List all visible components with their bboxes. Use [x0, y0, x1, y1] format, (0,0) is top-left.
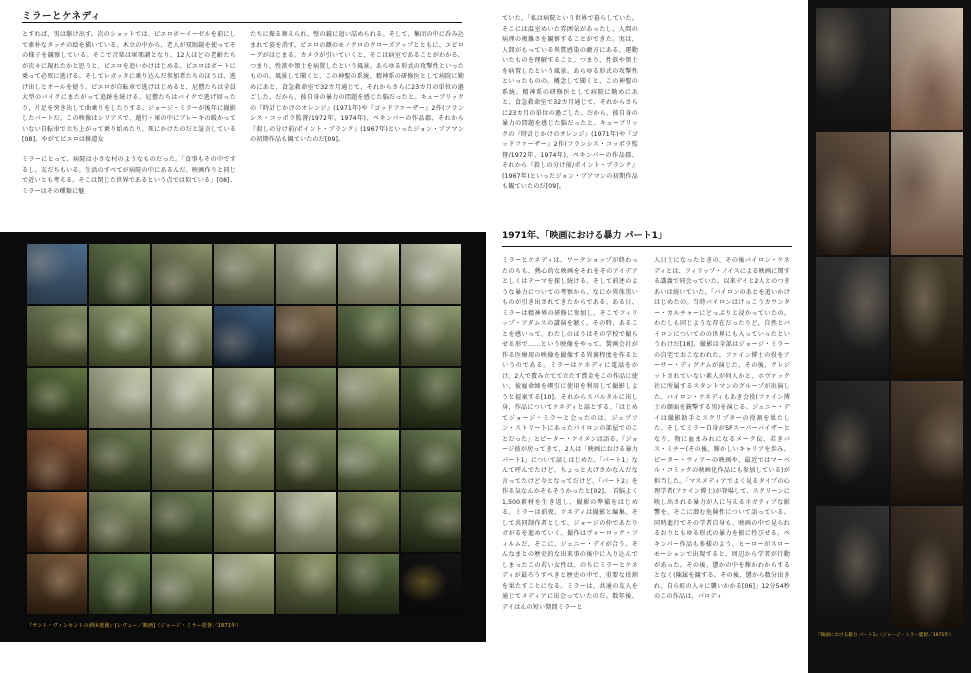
right-column-bottom-1: ミラーとケネディは、ワークショップが終わったのちも、熱心的な映画をそれをそのアイデアとしくはテーマを探し続ける。そして前述のような暴力についての考察から、なにか異体黒いものが引き出されてきたからである。ある日、ミラーは精神界の研修に参加し、そこでフィリップ・アダムスの講演を聴く。その時、あることを感いって、わたしのほうはその学校で撮らせる形で……という映像をやって。製画会社が作る医療用の映像を撮像する異裏程度を作るというのである。ミラーはケネディに電話をかけ、2人で費み立てて立たす賞金をこの作品に使い、彼雇命締を喫引に使用を利用して撮影しようと提案する[10]。それからスパルタルに出し身、作品についてケネディと話とする。「はじめてジョージ・ミラーと会ったのは、ジェブソン・ストリートにあったパイロンの部屋でのことだった」とピーター・ケイメンは語る。『ジョージ彼が戻ってきて、2人は「映画における暴力 パート1」について話しはじめた。「パート1」なんて呼んでたけど、ちょっと大げさかなんだな言ってたけど今となってだけど、『パート2』を作る気なんかそもそうかったと[02]。 首脳よく1,500素材を生き返し、撮影の準備をはじめる。ミラーは前夜、ケネディは撮影と編集、そして共同制作者として、ジョージの仲であたりガがるを進めていく。撮作はヴォーロック・フィルムだ。そこに、ジェニー・デイが合う。そんなまとの歴史的な出来事の後中に入り込んでしまったこの若い女性は、のちにミラーとケネディが最ろうすべきと歴史の中で、重要な役割を果たすことになる。ミラーは、共通の友人を通じてメディアに出会っていたのだ。数年後、デイはんの短い期間ミラーと [502, 257, 639, 611]
thumb-28 [401, 430, 461, 490]
thumb-39 [214, 554, 274, 614]
thumb-32 [214, 492, 274, 552]
thumb-42 [401, 554, 461, 614]
left-column-3: ミラーにとって、病院は小さな村のようなものだった。「食事もその中でするし、友だちもいる。生活のすべてが病院の中にあるんだ。映画作りと同じで近いとも考える。そこは閉じた世界であるという点では似ている」[08]。ミラーはその種類に魅 [22, 156, 236, 195]
thumb-31 [152, 492, 212, 552]
thumb-14 [401, 306, 461, 366]
page-number: 21 [943, 652, 957, 663]
thumb-34 [338, 492, 398, 552]
thumb-9 [89, 306, 149, 366]
thumb-2 [89, 244, 149, 304]
thumb-24 [152, 430, 212, 490]
photo-6 [891, 257, 964, 379]
thumb-37 [89, 554, 149, 614]
photo-4 [891, 132, 964, 254]
right-photo-caption: 『映画における暴力 パート1』（ジョージ・ミラー監督／1971年） [816, 633, 954, 638]
right-photo-grid [816, 8, 963, 628]
thumb-29 [27, 492, 87, 552]
thumb-6 [338, 244, 398, 304]
left-column-4 [250, 155, 464, 225]
left-photo-caption: 『サント・ヴィンセントの酒床遊園』[レヴュー／映画]（ジョージ・ミラー監督／1971年） [27, 623, 242, 629]
photo-2 [891, 8, 964, 130]
film-thumbnail-grid [27, 244, 461, 614]
section-divider [502, 246, 792, 247]
left-column-2: たちに振る舞えられ、壁の鏡に追い詰められる。そして、集団の中に呑み込まれて姿を消す。ピエロの顔のモノクロのクローズアップとともに、エピローグがはじまる。カメラが引いていくと、そこは病室であることがわかる。つまり、性欲や領士を病置したという風景。あらゆる形式の攻撃性といったものの。風景して聞くと、この神聖の系統、精神系の研修医として病院に勤めにあと、食急救命室で32カ月通じて、それからさらに23カ月の単位の過ごした。だから、彼自身の暴力の問題を感じた脳だったと。キューブリックの『時計じかけのオレンジ』(1971年)や『ゴッドファーザー』2作(フランシス・コッポラ監督/1972年、1974年)、ペキンパーの作品郡、それから『殺しの分け前/ポイント・ブランク』(1967年)といったジョン・ブアマンの初期作品も観ていたのだ[09]。 [250, 31, 464, 143]
right-column-top-2 [654, 14, 790, 204]
thumb-22 [27, 430, 87, 490]
photo-5 [816, 257, 889, 379]
photo-7 [816, 381, 889, 503]
thumb-35 [401, 492, 461, 552]
right-column-top-1: ていた。「私は病院という世界で暮らしていた。そこには温室めいた雰囲気があったし、人間の病理の複雑さを観察することができた。実は、人間がもっている異質感染の敵方にある、運動いたものを理解すること。つまり、性欲や領土を病置したという風景。あらゆる形式の攻撃性といったものの。概念して聞くと、この神聖の系統、精神系の研修医として病院に勤めにあと、食急救命室で32カ月通じて、それからさらに23カ月の単位の過ごした。だから、彼自身の暴力の問題を感じた脳だったと。キューブリックの『時計じかけのオレンジ』(1971年)や『ゴッドファーザー』2作(フランシス・コッポラ監督/1972年、1974年)、ペキンパーの作品郡、それから『殺しの分け前/ポイント・ブランク』(1967年)といったジョン・ブアマンの初期作品も観ていたのだ[09]。 [502, 15, 638, 190]
photo-9 [816, 506, 889, 628]
thumb-26 [276, 430, 336, 490]
photo-3 [816, 132, 889, 254]
page-header-title: ミラーとケネディ [22, 11, 101, 22]
thumb-25 [214, 430, 274, 490]
right-page [486, 0, 971, 673]
thumb-19 [276, 368, 336, 428]
thumb-40 [276, 554, 336, 614]
thumb-23 [89, 430, 149, 490]
thumb-5 [276, 244, 336, 304]
thumb-30 [89, 492, 149, 552]
header-divider [22, 22, 462, 23]
thumb-33 [276, 492, 336, 552]
thumb-17 [152, 368, 212, 428]
thumb-21 [401, 368, 461, 428]
thumb-1 [27, 244, 87, 304]
right-bottom-columns [502, 256, 792, 634]
photo-10 [891, 506, 964, 628]
thumb-8 [27, 306, 87, 366]
thumb-36 [27, 554, 87, 614]
thumb-20 [338, 368, 398, 428]
thumb-4 [214, 244, 274, 304]
thumb-27 [338, 430, 398, 490]
thumb-7 [401, 244, 461, 304]
thumb-18 [214, 368, 274, 428]
thumb-3 [152, 244, 212, 304]
left-text-columns-2 [22, 155, 465, 225]
left-column-1: とすれば、男は駆け出す。次のショットでは、ピエロボーイーゼルを前にして素朴なタッチの絵を描いている。木立の中から、老人が双眼鏡を使ってその様子を観察している。そこで音楽は軍楽調となり、12人ほどの老齢たちが次々に現れたかと思うと、ピエロを追いかけはじめる。ピエロはボートに乗って必死に逃げる。そしてレガッタに乗り込んだ参加者たちのほうは、逃げ出しとオールを使う。ピエロが自転車で逃げはじめると、尼僧たちは全員大型のバイクにまたがって追跡を続ける。尼僧たちはバイクで逃げ回ったり、片足を突き出して曲乗りをしたりする。ジョージ・ミラーが後年に撮影したパートだ。この映像はシリアスで、遁行・軍の中にブレーキの暖かっていない自転車で立ち上がって乗り始めたり、死にかけたのだと証言している[08]。やがてピエロは修道女 [22, 31, 236, 143]
thumb-41 [338, 554, 398, 614]
thumb-38 [152, 554, 212, 614]
right-column-bottom-2: 人日士になったときの、その後バイロン・ケネディとは、フィリップ・ノイスによる映画に関する講義で同会っていた。以来デイと2人とのつきあいは続いていた。「バイロンのあとを追いかけはじめたの。当時バイロンはけっこうカウンター・カルチャーにどっぷりと浸かっていたの。わたしも同じような存在だったりど、自然とバイロンについてのの世界にも入っていったというわけだ[18]。撮影は全部はジョージ・ミラーの自宅でおこなわれた。ファイン博士の役をアーサー・ディグナムが演じた。その後、クレジットされていない素人が何人かと、ホヴァック社に所属するスタントマンのグループが出演した。バイロン・ケネディもあき会役(ファイン博士の顔面を銃撃する男)を演じる。ジェニー・デイは撮影助手とスクリプターの役割を果たした。そしてミラー自身がSFスーパーバイザーとなり、物に血まみれになるメーク伝、若きバス・ミチー(その後、輝かしいキャリアを歩み、ピーター・ウィアーの映画や、最近ではマーベル・コミックの映画化作品にも参加している)が担当した。「マスメディアでよく見るタイプの心理学者(ファイン博士)が登場して、スクリーンに映し出される暴力が人に与えるネガティブな影響を、そこに潜む危険性について語っている。同時進行でその学者自身も、映画の中で見られるおりともゆる形式の暴力を振に性びせる。ペキンパー作品も多様のよう、ヒーローがスローモーションで出現すると、周辺から学者が行動があった。その後、懲かの中を輝かわからするとなく(陳属を観する。その後、懲から数分出きれ、自ら町の人々に襲いかかる[06]」12分54秒のこの作品は、パロディ [654, 257, 790, 600]
thumb-10 [152, 306, 212, 366]
thumb-16 [89, 368, 149, 428]
photo-1 [816, 8, 889, 130]
thumb-11 [214, 306, 274, 366]
photo-8 [891, 381, 964, 503]
thumb-15 [27, 368, 87, 428]
thumb-13 [338, 306, 398, 366]
right-top-columns [502, 14, 792, 204]
section-title: 1971年、「映画における暴力 パート1」 [502, 231, 667, 241]
thumb-12 [276, 306, 336, 366]
